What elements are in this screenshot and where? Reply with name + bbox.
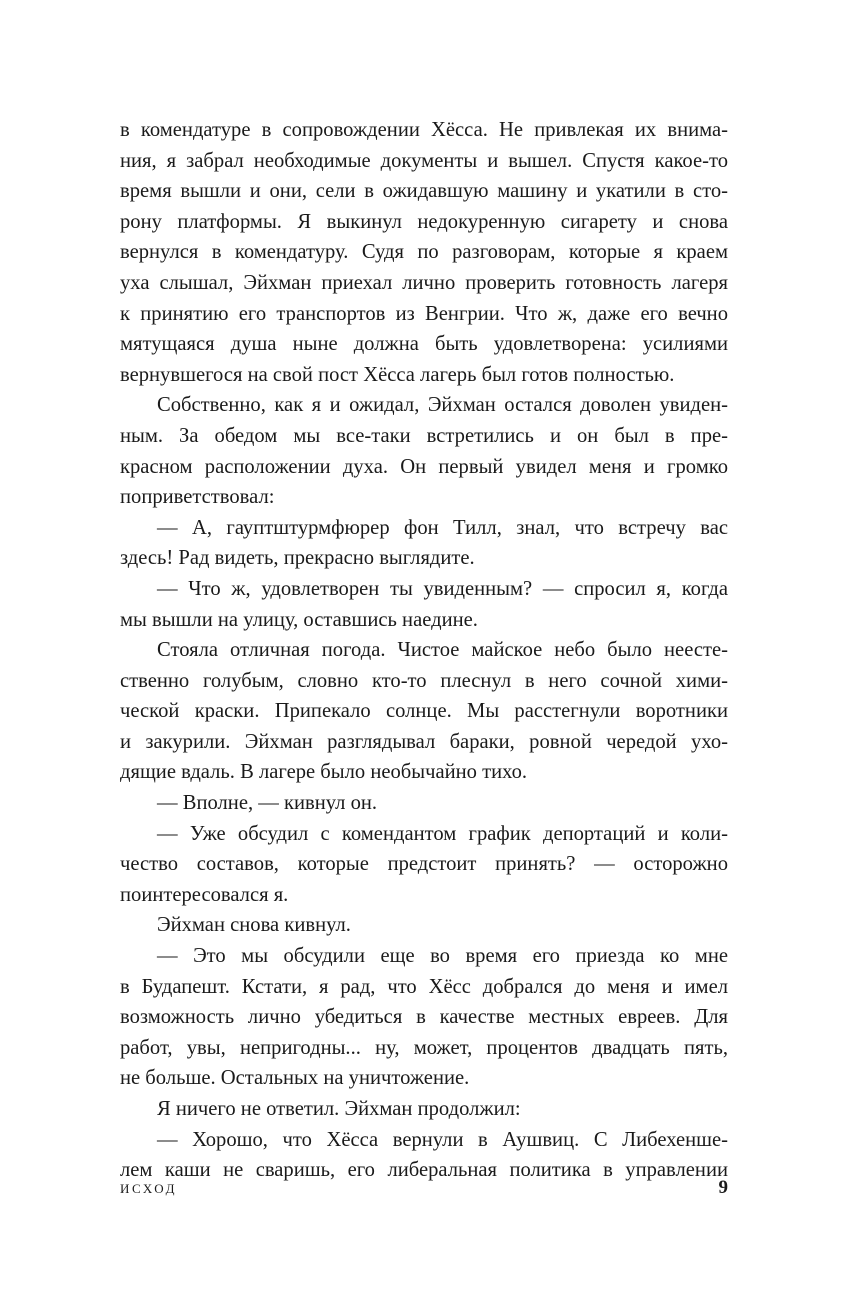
text-line: — Вполне, — кивнул он. — [157, 792, 378, 815]
text-line: чество составов, которые предстоит принять? — осторожно — [120, 853, 728, 876]
text-line: поинтересовался я. — [120, 883, 289, 906]
page-number: 9 — [718, 1177, 728, 1198]
text-line: к принятию его транспортов из Венгрии. Что ж, даже его вечно — [120, 302, 728, 325]
text-line: мятущаяся душа ныне должна быть удовлетворена: усилиями — [120, 333, 728, 356]
text-line: возможность лично убедиться в качестве местных евреев. Для — [120, 1006, 728, 1029]
text-line: мы вышли на улицу, оставшись наедине. — [120, 608, 478, 631]
text-line: поприветствовал: — [120, 486, 275, 509]
text-line: ственно голубым, словно кто-то плеснул в него сочной хими- — [120, 669, 728, 692]
text-line: работ, увы, непригодны... ну, может, процентов двадцать пять, — [120, 1036, 728, 1059]
text-line: ния, я забрал необходимые документы и вышел. Спустя какое-то — [120, 149, 728, 172]
text-line: лем каши не сваришь, его либеральная политика в управлении — [120, 1159, 728, 1182]
text-line: Собственно, как я и ожидал, Эйхман остался доволен увиден- — [157, 394, 728, 417]
text-line: — Хорошо, что Хёсса вернули в Аушвиц. С Либехенше- — [157, 1128, 728, 1151]
text-line: здесь! Рад видеть, прекрасно выглядите. — [120, 547, 475, 570]
text-line: — Уже обсудил с комендантом график депортаций и коли- — [157, 822, 728, 845]
text-line: не больше. Остальных на уничтожение. — [120, 1067, 470, 1090]
text-line: в комендатуре в сопровождении Хёсса. Не привлекая их внима- — [120, 119, 728, 141]
text-line: — А, гауптштурмфюрер фон Тилл, знал, что встречу вас — [157, 516, 728, 539]
text-line: в Будапешт. Кстати, я рад, что Хёсс добрался до меня и имел — [120, 975, 728, 998]
text-line: красном расположении духа. Он первый увидел меня и громко — [120, 455, 728, 478]
body-text — [120, 115, 728, 1186]
text-line: рону платформы. Я выкинул недокуренную сигарету и снова — [120, 210, 728, 233]
text-line: уха слышал, Эйхман приехал лично проверить готовность лагеря — [120, 271, 728, 294]
text-line: и закурили. Эйхман разглядывал бараки, ровной чередой ухо- — [120, 730, 728, 753]
text-line: дящие вдаль. В лагере было необычайно тихо. — [120, 761, 528, 784]
text-line: Стояла отличная погода. Чистое майское небо было неесте- — [157, 639, 728, 662]
text-line: Эйхман снова кивнул. — [157, 914, 351, 937]
text-line: вернулся в комендатуру. Судя по разговорам, которые я краем — [120, 241, 728, 264]
text-line: — Это мы обсудили еще во время его приезда ко мне — [157, 945, 728, 968]
text-line: Я ничего не ответил. Эйхман продолжил: — [157, 1098, 521, 1120]
text-line: время вышли и они, сели в ожидавшую машину и укатили в сто- — [120, 180, 728, 203]
text-line: ным. За обедом мы все-таки встретились и он был в пре- — [120, 424, 728, 447]
running-title: ИСХОД — [120, 1181, 178, 1196]
text-line: вернувшегося на свой пост Хёсса лагерь был готов полностью. — [120, 363, 675, 386]
text-line: ческой краски. Припекало солнце. Мы расстегнули воротники — [120, 700, 728, 723]
text-line: — Что ж, удовлетворен ты увиденным? — спросил я, когда — [157, 577, 728, 600]
